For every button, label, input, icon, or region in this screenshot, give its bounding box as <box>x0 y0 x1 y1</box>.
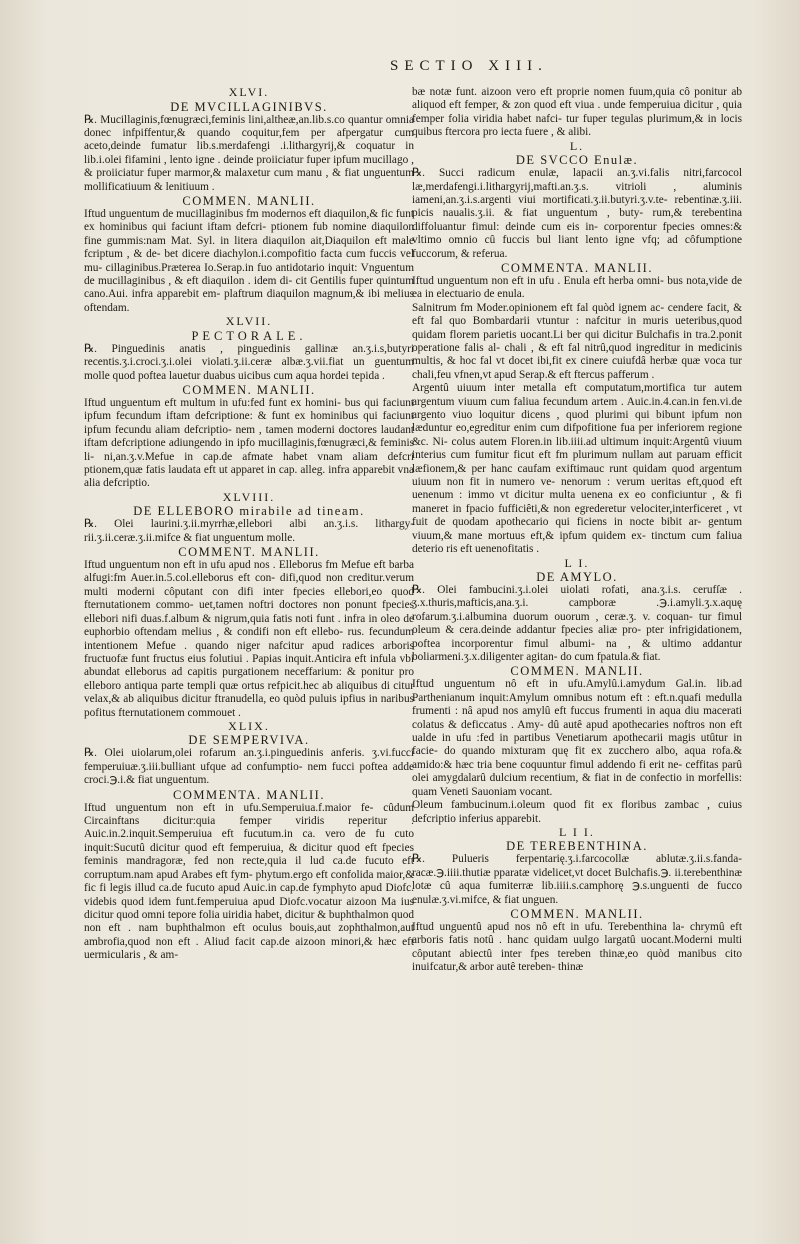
paragraph: Iftud unguentum non eft in ufu . Enula eft herba omni- bus nota,vide de ea in electuario de enula. <box>412 274 742 301</box>
section-heading: COMMEN. MANLII. <box>510 664 644 679</box>
section-number: XLIX. <box>228 718 270 733</box>
section-heading: DE TEREBENTHINA. <box>506 839 648 854</box>
paragraph: ℞. Olei uiolarum,olei rofarum an.ʒ.i.pinguedinis anferis. ʒ.vi.fucci femperuiuæ.ʒ.iii.bulliant ufque ad confumptio- nem fucci poftea adde croci.℈.i.& fiat unguentum. <box>84 747 414 787</box>
section-number: XLVII. <box>225 314 273 329</box>
section-heading: DE AMYLO. <box>536 570 618 584</box>
paragraph: Iftud unguentû apud nos nô eft in ufu. Terebenthina la- chrymû eft arboris fatis notû . hanc quidam uulgo largatû uocant.Moderni multi côputant abiectû inter fpes tereben thinæ,eo quòd manibus cito inuifcatur,& arbor autê tereben- thinæ <box>412 921 742 974</box>
left-column <box>84 86 414 963</box>
paragraph: ℞. Pulueris ferpentarię.ʒ.i.farcocollæ ablutæ.ʒ.ii.s.fanda- racæ.℈.iiii.thutiæ pparatæ videlicet,vt docet Bulchafis.℈. ii.terebenthinæ lotæ cû aqua fumiterræ lib.iiii.s.camphorę ℈.s.unguenti de fucco enulæ.ʒ.vi.mifce, & fiat unguen. <box>412 853 742 906</box>
section-heading: COMMEN. MANLII. <box>182 382 316 397</box>
section-heading: DE SVCCO Enulæ. <box>515 153 639 168</box>
paragraph: Oleum fambucinum.i.oleum quod fit ex floribus zambac , cuius defcriptio inferius apparebit. <box>412 799 742 825</box>
section-heading: DE SEMPERVIVA. <box>188 733 310 748</box>
paragraph: ℞. Olei laurini.ʒ.ii.myrrhæ,ellebori albi an.ʒ.i.s. lithargy- rii.ʒ.ii.ceræ.ʒ.ii.mifce & fiat unguentum molle. <box>84 518 414 544</box>
paragraph: ℞. Succi radicum enulæ, lapacii an.ʒ.vi.falis nitri,farcocol læ,merdafengi.i.lithargyrij,mafti.an.ʒ.s. vitrioli , aluminis iameni,an.ʒ.i.s.argenti viui mortificati.ʒ.ii.butyri.ʒ.v.te- rebentinæ.ʒ.iii. picis naualis.ʒ.ii. & fiat unguentum , buty- rum,& terebentina diffoluantur fimul: deinde cum eis in- corporentur fpecies omnes:& vltimo omnio cû fuccis bul liant lento igne vfq; ad côfumptione fuccorum, & referua. <box>412 167 742 260</box>
paragraph: ℞. Olei fambucini.ʒ.i.olei uiolati rofati, ana.ʒ.i.s. cerufſæ . ʒ.x.thuris,mafticis,ana.ʒ.i. campboræ .℈.i.amyli.ʒ.x.aquę rofarum.ʒ.i.albumina duorum ouorum , ceræ.ʒ. v. coquan- tur fimul oleum & cera.deinde addantur fpecies aliæ pro- pter infrigidationem, poftea incorporentur fimul albumi- na , & ultimo addantur boliarmeni.ʒ.x.diligenter agitan- do cum fpatula.& fiat. <box>412 584 742 664</box>
section-heading: COMMEN. MANLII. <box>182 193 316 208</box>
paragraph: ℞. Mucillaginis,fœnugræci,feminis lini,altheæ,an.lib.s.co quantur omnia donec infpiffentur,& quando coquitur,fem per afpergatur cum aceto,deinde fumatur lib.s.merdafengi .i.lithargyrij,& coquatur in lib.i.olei fifamini , lento igne . deinde proiiciatur fuper ipfum mucillago , & proiiciatur fuper marmor,& malaxetur cum manu , & fiat unguentum mollificatiuum & lenitiuum . <box>84 113 414 193</box>
section-number: XLVIII. <box>222 489 276 504</box>
running-head: SECTIO XIII. <box>390 58 548 74</box>
section-heading: COMMENT. MANLII. <box>178 545 320 560</box>
section-heading: COMMENTA. MANLII. <box>173 787 325 802</box>
section-number: L I. <box>564 555 590 570</box>
section-number: XLVI. <box>228 85 270 99</box>
paragraph: bæ notæ funt. aizoon vero eft proprie nomen fuum,quia cô ponitur ab aliquod eft femper, & zon quod eft viua . unde femperuiua dicitur , quia femper folia viridia habet nafci- tur fuper tegulas plurimum,& in locis quibus ftercora pro iecta fuere , & alibi. <box>412 86 742 139</box>
section-heading: COMMEN. MANLII. <box>510 907 644 922</box>
paragraph: Iftud unguentum non eft in ufu apud nos . Elleborus fm Mefue eft barba alfugi:fm Auer.in.5.col.elleborus eft con- difi,quod non creditur.verum multi moderni côputant con difi inter fpecies ellebori,eo quod fternutationem commo- uet,tamen noftri doctores non ponunt fpecies ellebori nifi duas.f.album & nigrum,quia fatis noti funt . infra in oleo de euphorbio oftendam melius , & condifi non eft ellebo- rus. fecundum intentionem Mefue . quando niger nafcitur apud radices arboris fructuofæ funt fructus eius folutiui . Papias inquit.Anticira eft infula vbi abundat elleborus ad capitis purgationem neceffarium: & ponitur pro elleboro antiqua parte templi quæ ortus refpicit.hec ab aliquibus di citur velax,& ab aliquibus dicitur ftranudella, eo quòd puluis ipfius in naribus pofitus fternutationem commouet . <box>84 559 414 719</box>
section-heading: DE MVCILLAGINIBVS. <box>170 99 328 114</box>
paragraph: Iftud unguentum de mucillaginibus fm modernos eft diaquilon,& fic funt ex hominibus qui faciunt iftam defcri- ptionem fub nomine diaquilon fine gummis:nam Mat. Syl. in litera diaquilon ait,Diaquilon eft male fcriptum , & de- bet dicere diachylon.i.compofitio facta cum fuccis vel mu- cillaginibus.Præterea Io.Serap.in fuo antidotario inquit: Vnguentum de mucillaginibus , & eft diaquilon . idem di- cit Gentilis fuper quintum cano.Aui. infra apparebit em- plaftrum diaquilon magnum,& ibi melius oftendam. <box>84 207 414 314</box>
paragraph: Salnitrum fm Moder.opinionem eft fal quòd ignem ac- cendere facit, & eft fal quo Bombardarii vtuntur : nafcitur in muris ueteribus,quod quidam florem parietis uocant.Li ber qui dicitur Bulchafis in tra.2.ponit operatione falis al- chali , & eft fal nitrû,quod ingreditur in medicinis multis, & hoc fal vt docet ibi,fit ex cinere cuiufdâ herbæ quæ voca tur chali,feu vfnen,vt apud Serap.& eft ftercus pafferum . <box>412 301 742 381</box>
paragraph: Argentû uiuum inter metalla eft computatum,mortifica tur autem argentum viuum cum faliua fecundum artem . Auic.in.4.can.in fen.vi.de argento viuo loquitur dicens , quod plurimi qui bibunt ipfum non læduntur eo,egreditur enim cum difpofitione fua per inferiorem regione &c. Ni- colus autem Floren.in lib.iiii.ad ultimum inquit:Argentû viuum interius cum fumitur ficut eft fm plurimum nullam aut paruam efficit læfionem,& per hanc caufam exiftimauc runt quidam quod argentum uiuum non fit in numero ve- nenorum : verum ueritas eft,quod eft uenenum : immo vt dicitur multa uenena ex eo conficiuntur , & fi maneret in fpacio fufficiêti,& non egrederetur velociter,interficeret , vt fuit de quodam apothecario qui ficiens in nocte bibit ar- gentum viuum,& mane mortuus eft,& ipfum quidem ex- tinctum cum faliua deterio ris eft uenenofitatis . <box>412 382 742 556</box>
section-number: L I I. <box>559 824 595 839</box>
section-heading: PECTORALE. <box>191 328 307 343</box>
section-heading: DE ELLEBORO mirabile ad tineam. <box>133 504 365 519</box>
paragraph: Iftud unguentum nô eft in ufu.Amylû.i.amydum Gal.in. lib.ad Parthenianum inquit:Amylum omnibus notum eft : eft.n.quafi medulla frumenti : nâ apud nos amylû eft fuccus frumenti in aqua diu macerati colatus & deficcatus . Amy- dû autê apud apothecaries noftros non eft ualde in ufu :fed in partibus Venetiarum apothecarii magis utûtur in facie- do quando mixturam quę fit ex zucchero albo, aqua rofa.& amido:& hæc tria bene coquuntur fimul addendo fi erit ne- ceffitas parû olei amygdalarû dulcium recentium, & fiat in de confectio in morfellis: quam Veneti Sauoniam vocant. <box>412 678 742 798</box>
paragraph: Iftud unguentum eft multum in ufu:fed funt ex homini- bus qui faciunt ipfum fecundum iftam defcriptione: & funt ex hominibus qui faciunt ipfum fecundu aliam defcriptio- nem , tamen moderni doctores laudant iftam defcriptione adiungendo in ipfo mucillaginis,fœnugræci,& feminis li- ni,an.ʒ.v.Mefue in cap.de afmate habet vnam aliam defcri ptionem,quæ fatis laudata eft ut apparet in cap. alleg. infra apparebit vna alia defcriptio. <box>84 396 414 490</box>
right-column <box>412 86 742 975</box>
section-number: L. <box>569 138 585 153</box>
section-heading: COMMENTA. MANLII. <box>501 260 653 275</box>
paragraph: Iftud unguentum non eft in ufu.Semperuiua.f.maior fe- cûdum Circainftans dicitur:quia femper viridis reperitur . Auic.in.2.inquit.Semperuiua eft fucutum.in ca. vero de fu cuto inquit:Sucutû dicitur quod eft femperuiua, & dicitur quod eft fpecies feminis mandragoræ, fed non recte,quia il lud ca.de fucuto eft corruptum.nam apud Arabes eft fym- phytum.ergo eft confolida maior,& fic fi legis illud ca.de fucuto apud Auic.in cap.de fymphyto apud Diofc. videbis quod idem funt.femperuiua apud Diofc.vocatur aizoon Ma ius dicitur quod omni tepore folia uiridia habet, dicitur & buphthalmon quod non eft . nam buphthalmon eft oculus bouis,aut zophthalmon,aut ambrofia,quod non eft . Aliud facit cap.de aizoon minori,& hæc eft uermicularis , & am- <box>84 801 414 962</box>
paragraph: ℞. Pinguedinis anatis , pinguedinis gallinæ an.ʒ.i.s,butyri recentis.ʒ.i.croci.ʒ.i.olei violati.ʒ.ii.ceræ albæ.ʒ.vii.fiat un guentum molle quod poftea lauetur duabus uicibus cum aqua hordei tepida . <box>84 342 414 382</box>
